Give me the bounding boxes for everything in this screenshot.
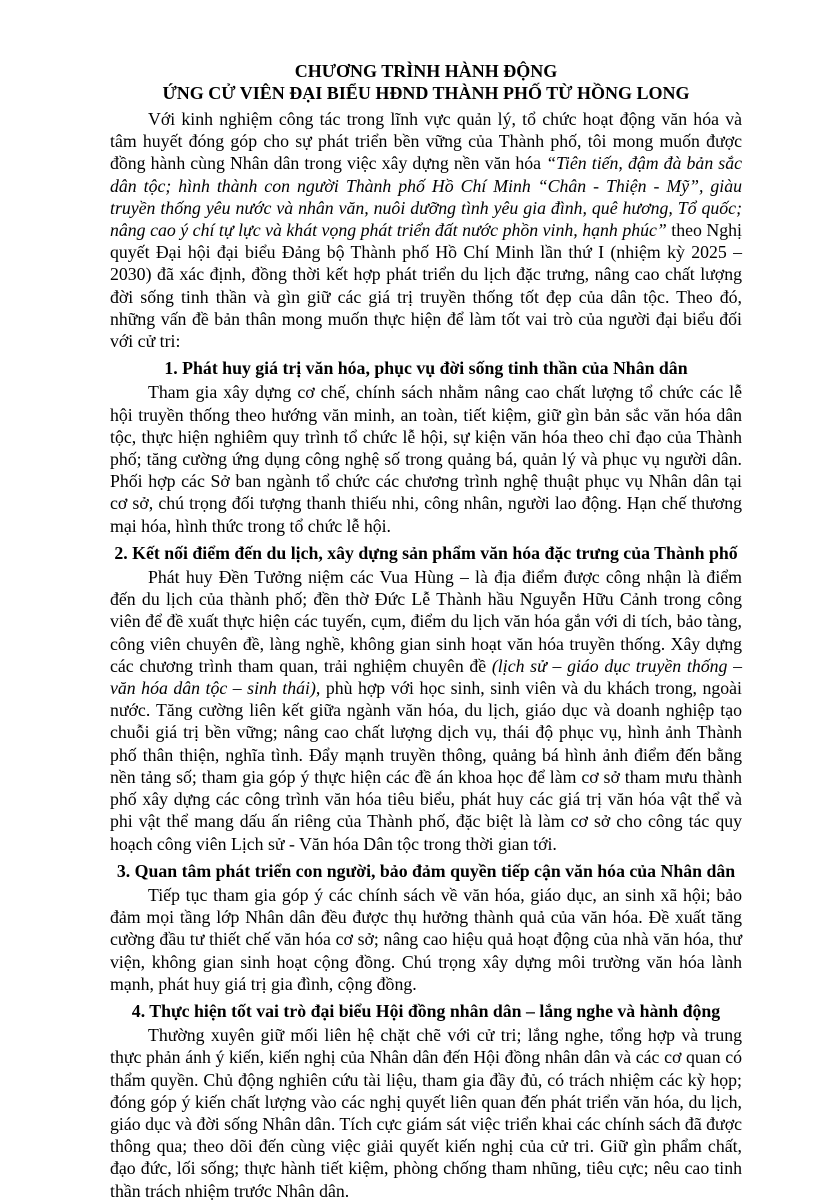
section-2-italic: (lịch sử – giáo dục truyền thống – văn hóa dân tộc – sinh thái) [110,655,742,699]
section-1-body: Tham gia xây dựng cơ chế, chính sách nhằm nâng cao chất lượng tổ chức các lễ hội truyền thống theo hướng văn minh, an toàn, tiết kiệm, giữ gìn bản sắc văn hóa dân tộc, thực hiện nghiêm quy trình tổ chức lễ hội, sự kiện văn hóa theo chỉ đạo của Thành phố; tăng cường ứng dụng công nghệ số trong quảng bá, quản lý và phục vụ người dân. Phối hợp các Sở ban ngành tổ chức các chương trình nghệ thuật phục vụ Nhân dân tại cơ sở, chú trọng đối tượng thanh thiếu nhi, công nhân, người lao động. Hạn chế thương mại hóa, hình thức trong tổ chức lễ hội. [110,382,742,536]
title-line-1: CHƯƠNG TRÌNH HÀNH ĐỘNG [294,61,558,81]
section-2-text-1: Phát huy Đền Tưởng niệm các Vua Hùng – là địa điểm được công nhận là điểm đến du lịch của thành phố; đền thờ Đức Lễ Thành hầu Nguyễn Hữu Cảnh trong công viên để đề xuất thực hiện các tuyến, cụm, điểm du lịch văn hóa gắn với di tích, bảo tàng, công viên chuyên đề, làng nghề, không gian sinh hoạt văn hóa truyền thống. Xây dựng các chương trình tham quan, trải nghiệm chuyên đề [110,567,742,676]
intro-text-1: Với kinh nghiệm công tác trong lĩnh vực quản lý, tổ chức hoạt động văn hóa và tâm huyết đóng góp cho sự phát triển bền vững của Thành phố, tôi mong muốn được đồng hành cùng Nhân dân trong việc xây dựng nền văn hóa [110,109,742,174]
section-1-heading: 1. Phát huy giá trị văn hóa, phục vụ đời sống tinh thần của Nhân dân [164,358,688,379]
intro-paragraph [110,108,742,352]
section-2-body [110,566,742,855]
section-2-text-2: , phù hợp với học sinh, sinh viên và du khách trong, ngoài nước. Tăng cường liên kết giữa ngành văn hóa, du lịch, giáo dục và doanh nghiệp tạo chuỗi giá trị bền vững; nâng cao chất lượng dịch vụ, thái độ phục vụ, hình ảnh Thành phố thân thiện, nghĩa tình. Đẩy mạnh truyền thông, quảng bá hình ảnh điểm đến bằng nền tảng số; tham gia góp ý thực hiện các đề án khoa học để làm cơ sở tham mưu thành phố xây dựng các công trình văn hóa tiêu biểu, phát huy các giá trị văn hóa vật thể và phi vật thể mang dấu ấn riêng của Thành phố, đặc biệt là làm cơ sở cho công tác quy hoạch công viên Lịch sử - Văn hóa Dân tộc trong thời gian tới. [110,678,742,854]
section-4-body: Thường xuyên giữ mối liên hệ chặt chẽ với cử tri; lắng nghe, tổng hợp và trung thực phản ánh ý kiến, kiến nghị của Nhân dân đến Hội đồng nhân dân và các cơ quan có thẩm quyền. Chủ động nghiên cứu tài liệu, tham gia đầy đủ, có trách nhiệm các kỳ họp; đóng góp ý kiến chất lượng vào các nghị quyết liên quan đến phát triển văn hóa, du lịch, giáo dục và đời sống Nhân dân. Tích cực giám sát việc triển khai các chính sách đã được thông qua; theo dõi đến cùng việc giải quyết kiến nghị của cử tri. Giữ gìn phẩm chất, đạo đức, lối sống; thực hành tiết kiệm, phòng chống tham nhũng, tiêu cực; nêu cao tinh thần trách nhiệm trước Nhân dân. [110,1025,742,1201]
document-title [110,60,742,104]
intro-text-2: theo Nghị quyết Đại hội đại biểu Đảng bộ Thành phố Hồ Chí Minh lần thứ I (nhiệm kỳ 2025 – 2030) đã xác định, đồng thời kết hợp phát triển du lịch đặc trưng, nâng cao chất lượng đời sống tinh thần và gìn giữ các giá trị truyền thống tốt đẹp của dân tộc. Theo đó, những vấn đề bản thân mong muốn thực hiện để làm tốt vai trò của người đại biểu đối với cử tri: [110,220,742,352]
section-3-heading: 3. Quan tâm phát triển con người, bảo đảm quyền tiếp cận văn hóa của Nhân dân [116,860,736,881]
section-2-heading: 2. Kết nối điểm đến du lịch, xây dựng sản phẩm văn hóa đặc trưng của Thành phố [114,542,738,563]
title-line-2: ỨNG CỬ VIÊN ĐẠI BIỂU HĐND THÀNH PHỐ TỪ HỒNG LONG [162,83,690,103]
intro-quote: “Tiên tiến, đậm đà bản sắc dân tộc; hình thành con người Thành phố Hồ Chí Minh “Chân - Thiện - Mỹ”, giàu truyền thống yêu nước và nhân văn, nuôi dưỡng tình yêu gia đình, quê hương, Tổ quốc; nâng cao ý chí tự lực và khát vọng phát triển đất nước phồn vinh, hạnh phúc” [110,153,743,241]
section-3-body: Tiếp tục tham gia góp ý các chính sách về văn hóa, giáo dục, an sinh xã hội; bảo đảm mọi tầng lớp Nhân dân đều được thụ hưởng thành quả của văn hóa. Đề xuất tăng cường đầu tư thiết chế văn hóa cơ sở; nâng cao hiệu quả hoạt động của nhà văn hóa, thư viện, không gian sinh hoạt cộng đồng. Chú trọng xây dựng môi trường văn hóa lành mạnh, phát huy giá trị gia đình, cộng đồng. [110,884,742,994]
section-4-heading: 4. Thực hiện tốt vai trò đại biểu Hội đồng nhân dân – lắng nghe và hành động [131,1000,721,1021]
